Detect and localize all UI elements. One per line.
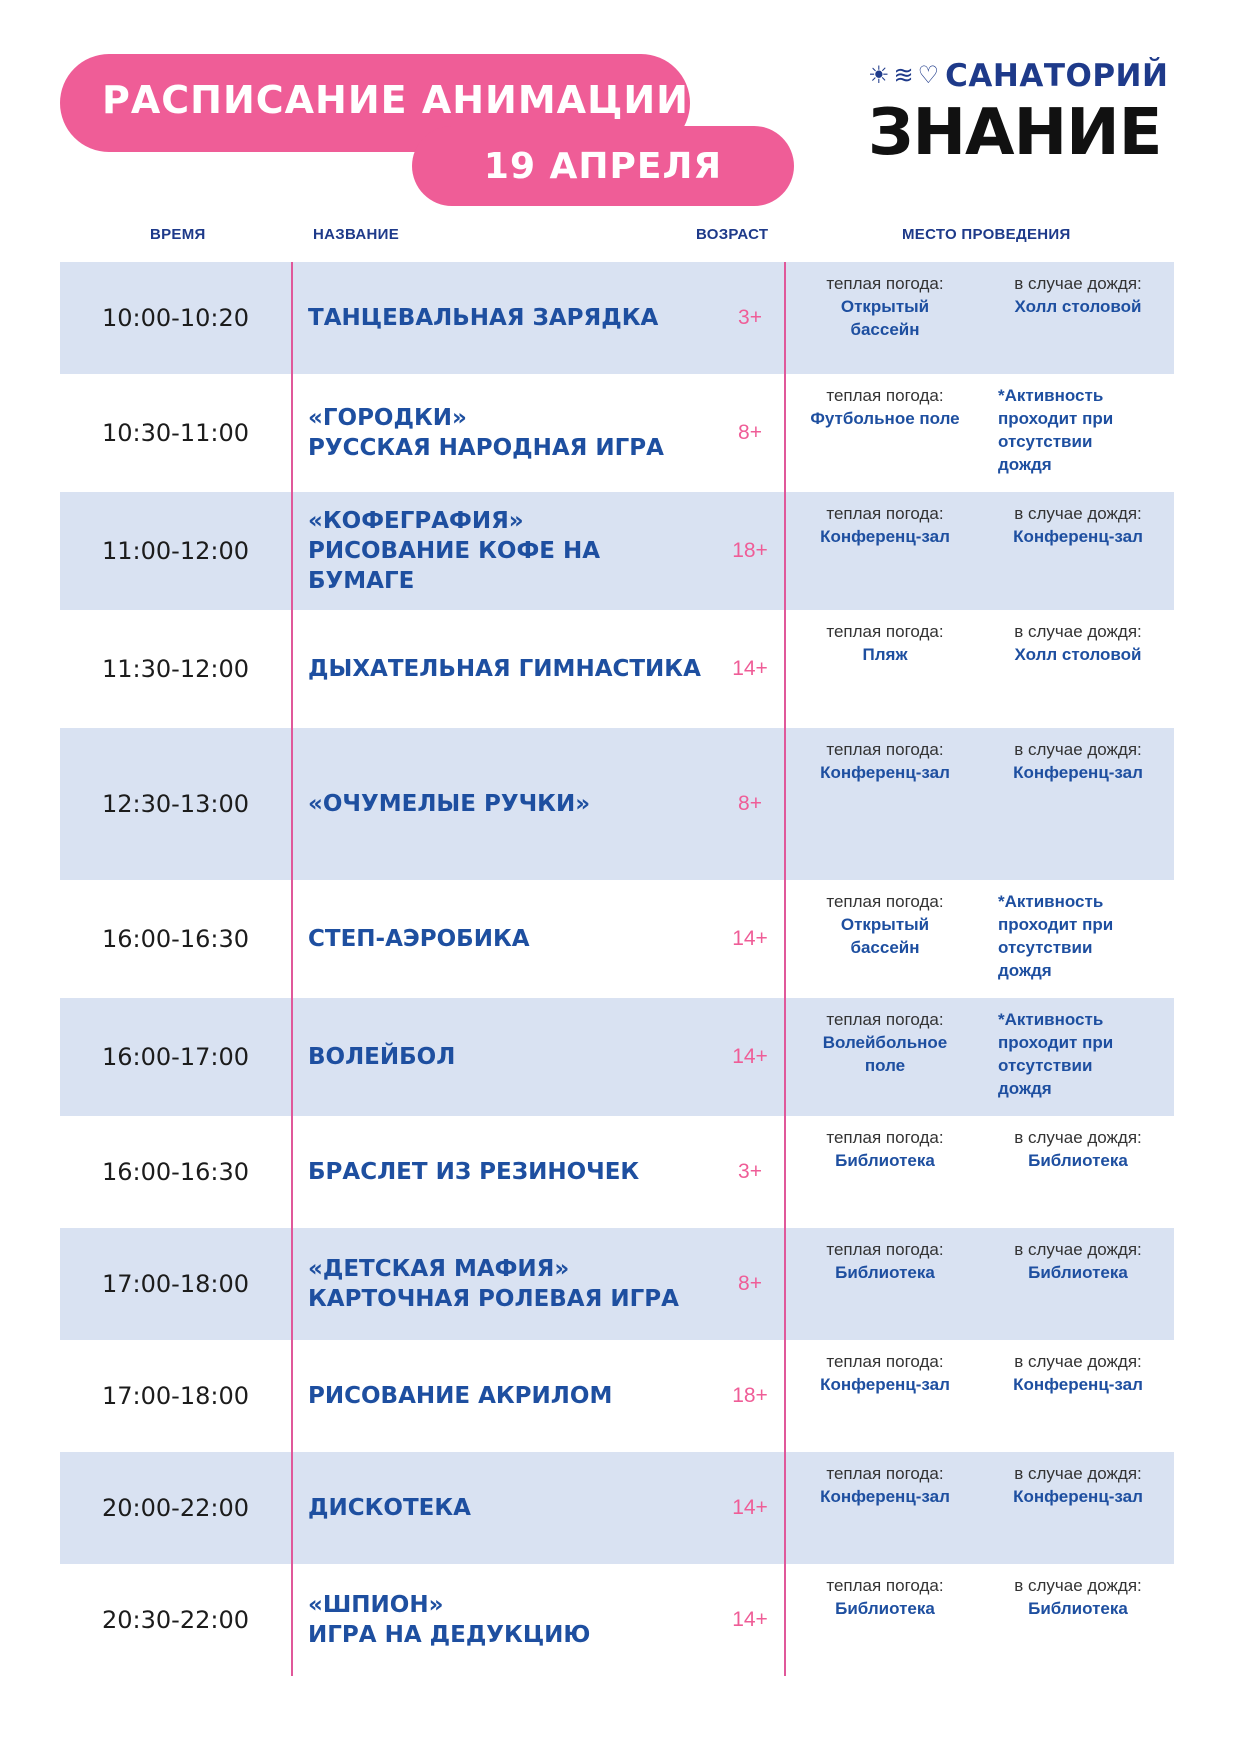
rain-weather-note: *Активность проходит при отсутствии дождя: [998, 386, 1114, 474]
place-rain-weather: [998, 890, 1168, 982]
place-warm-weather: [787, 1126, 983, 1172]
event-name: ДЫХАТЕЛЬНАЯ ГИМНАСТИКА: [308, 656, 701, 682]
rain-weather-place: Библиотека: [1028, 1599, 1128, 1618]
event-name: «ОЧУМЕЛЫЕ РУЧКИ»: [308, 791, 591, 817]
table-row: [60, 610, 1174, 728]
event-name: «ШПИОН» ИГРА НА ДЕДУКЦИЮ: [308, 1592, 591, 1648]
page-title: РАСПИСАНИЕ АНИМАЦИИ: [102, 78, 689, 122]
place-warm-weather: [787, 272, 983, 341]
divider-age: [784, 262, 786, 1676]
warm-weather-place: Конференц-зал: [820, 1487, 950, 1506]
table-row: [60, 728, 1174, 880]
date-banner: [412, 126, 794, 206]
column-header-place: МЕСТО ПРОВЕДЕНИЯ: [902, 226, 1071, 243]
event-name: БРАСЛЕТ ИЗ РЕЗИНОЧЕК: [308, 1159, 640, 1185]
warm-weather-place: Библиотека: [835, 1151, 935, 1170]
rain-weather-label: в случае дождя:: [1014, 1576, 1142, 1595]
warm-weather-label: теплая погода:: [826, 1352, 944, 1371]
event-age: 18+: [732, 539, 768, 562]
place-rain-weather: [998, 1008, 1168, 1100]
place-rain-weather: [983, 1462, 1173, 1508]
place-warm-weather: [787, 502, 983, 548]
warm-weather-place: Открытый бассейн: [840, 297, 930, 339]
table-row: [60, 998, 1174, 1116]
place-warm-weather: [787, 1574, 983, 1620]
warm-weather-label: теплая погода:: [826, 386, 944, 405]
place-warm-weather: [787, 1462, 983, 1508]
event-time: 16:00-17:00: [102, 1043, 249, 1071]
event-time: 16:00-16:30: [102, 925, 249, 953]
rain-weather-label: в случае дождя:: [1014, 504, 1142, 523]
table-row: [60, 262, 1174, 374]
table-row: [60, 492, 1174, 610]
table-row: [60, 374, 1174, 492]
event-age: 8+: [738, 421, 762, 444]
event-time: 17:00-18:00: [102, 1382, 249, 1410]
table-row: [60, 1452, 1174, 1564]
event-time: 20:00-22:00: [102, 1494, 249, 1522]
event-time: 10:00-10:20: [102, 304, 249, 332]
table-row: [60, 1340, 1174, 1452]
rain-weather-note: *Активность проходит при отсутствии дождя: [998, 1010, 1114, 1098]
column-header-name: НАЗВАНИЕ: [313, 226, 399, 243]
event-time: 10:30-11:00: [102, 419, 249, 447]
place-rain-weather: [983, 1350, 1173, 1396]
event-age: 14+: [732, 657, 768, 680]
place-warm-weather: [787, 384, 983, 430]
table-row: [60, 1228, 1174, 1340]
sun-icon: ☀: [868, 62, 890, 89]
logo-subtitle: САНАТОРИЙ: [945, 58, 1169, 94]
place-warm-weather: [787, 890, 983, 959]
event-name: «КОФЕГРАФИЯ» РИСОВАНИЕ КОФЕ НА БУМАГЕ: [308, 508, 601, 594]
rain-weather-label: в случае дождя:: [1014, 1128, 1142, 1147]
place-warm-weather: [787, 1350, 983, 1396]
event-name: ВОЛЕЙБОЛ: [308, 1044, 456, 1070]
rain-weather-place: Холл столовой: [1014, 645, 1142, 664]
rain-weather-place: Конференц-зал: [1013, 1375, 1143, 1394]
column-header-age: ВОЗРАСТ: [696, 226, 769, 243]
page-date: 19 АПРЕЛЯ: [483, 145, 723, 187]
event-age: 3+: [738, 1160, 762, 1183]
place-rain-weather: [983, 738, 1173, 784]
warm-weather-label: теплая погода:: [826, 1464, 944, 1483]
warm-weather-label: теплая погода:: [826, 504, 944, 523]
warm-weather-place: Конференц-зал: [820, 527, 950, 546]
warm-weather-place: Библиотека: [835, 1263, 935, 1282]
warm-weather-label: теплая погода:: [826, 1576, 944, 1595]
warm-weather-place: Библиотека: [835, 1599, 935, 1618]
warm-weather-label: теплая погода:: [826, 274, 944, 293]
rain-weather-place: Конференц-зал: [1013, 527, 1143, 546]
place-rain-weather: [983, 620, 1173, 666]
event-time: 12:30-13:00: [102, 790, 249, 818]
place-rain-weather: [998, 384, 1168, 476]
event-name: ТАНЦЕВАЛЬНАЯ ЗАРЯДКА: [308, 305, 659, 331]
table-row: [60, 1564, 1174, 1676]
event-time: 16:00-16:30: [102, 1158, 249, 1186]
place-rain-weather: [983, 1574, 1173, 1620]
heart-icon: ♡: [917, 62, 940, 89]
divider-time: [291, 262, 293, 1676]
warm-weather-place: Конференц-зал: [820, 1375, 950, 1394]
table-row: [60, 880, 1174, 998]
rain-weather-place: Библиотека: [1028, 1263, 1128, 1282]
warm-weather-label: теплая погода:: [826, 892, 944, 911]
rain-weather-label: в случае дождя:: [1014, 1240, 1142, 1259]
rain-weather-label: в случае дождя:: [1014, 740, 1142, 759]
warm-weather-place: Футбольное поле: [810, 409, 960, 428]
logo-brand: ЗНАНИЕ: [868, 96, 1162, 170]
rain-weather-note: *Активность проходит при отсутствии дождя: [998, 892, 1114, 980]
column-header-time: ВРЕМЯ: [150, 226, 206, 243]
place-warm-weather: [787, 1238, 983, 1284]
event-name: РИСОВАНИЕ АКРИЛОМ: [308, 1383, 613, 1409]
place-warm-weather: [787, 620, 983, 666]
warm-weather-place: Волейбольное поле: [822, 1033, 948, 1075]
event-time: 17:00-18:00: [102, 1270, 249, 1298]
event-time: 20:30-22:00: [102, 1606, 249, 1634]
event-age: 8+: [738, 792, 762, 815]
warm-weather-place: Открытый бассейн: [840, 915, 930, 957]
place-rain-weather: [983, 1126, 1173, 1172]
rain-weather-label: в случае дождя:: [1014, 1464, 1142, 1483]
warm-weather-label: теплая погода:: [826, 1010, 944, 1029]
event-age: 14+: [732, 927, 768, 950]
event-age: 14+: [732, 1608, 768, 1631]
place-warm-weather: [787, 1008, 983, 1077]
warm-weather-place: Конференц-зал: [820, 763, 950, 782]
rain-weather-label: в случае дождя:: [1014, 274, 1142, 293]
place-rain-weather: [983, 1238, 1173, 1284]
warm-weather-label: теплая погода:: [826, 1240, 944, 1259]
warm-weather-place: Пляж: [862, 645, 908, 664]
event-name: «ГОРОДКИ» РУССКАЯ НАРОДНАЯ ИГРА: [308, 405, 664, 461]
rain-weather-place: Конференц-зал: [1013, 1487, 1143, 1506]
place-rain-weather: [983, 502, 1173, 548]
event-age: 8+: [738, 1272, 762, 1295]
place-rain-weather: [983, 272, 1173, 318]
event-age: 18+: [732, 1384, 768, 1407]
warm-weather-label: теплая погода:: [826, 1128, 944, 1147]
rain-weather-place: Холл столовой: [1014, 297, 1142, 316]
place-warm-weather: [787, 738, 983, 784]
warm-weather-label: теплая погода:: [826, 740, 944, 759]
rain-weather-place: Конференц-зал: [1013, 763, 1143, 782]
event-age: 3+: [738, 306, 762, 329]
waves-icon: ≋: [893, 62, 914, 89]
event-name: СТЕП-АЭРОБИКА: [308, 926, 530, 952]
event-time: 11:30-12:00: [102, 655, 249, 683]
table-row: [60, 1116, 1174, 1228]
event-name: ДИСКОТЕКА: [308, 1495, 471, 1521]
rain-weather-place: Библиотека: [1028, 1151, 1128, 1170]
event-name: «ДЕТСКАЯ МАФИЯ» КАРТОЧНАЯ РОЛЕВАЯ ИГРА: [308, 1256, 679, 1312]
event-age: 14+: [732, 1496, 768, 1519]
warm-weather-label: теплая погода:: [826, 622, 944, 641]
event-time: 11:00-12:00: [102, 537, 249, 565]
rain-weather-label: в случае дождя:: [1014, 622, 1142, 641]
sanatorium-logo: [868, 56, 1180, 172]
event-age: 14+: [732, 1045, 768, 1068]
rain-weather-label: в случае дождя:: [1014, 1352, 1142, 1371]
